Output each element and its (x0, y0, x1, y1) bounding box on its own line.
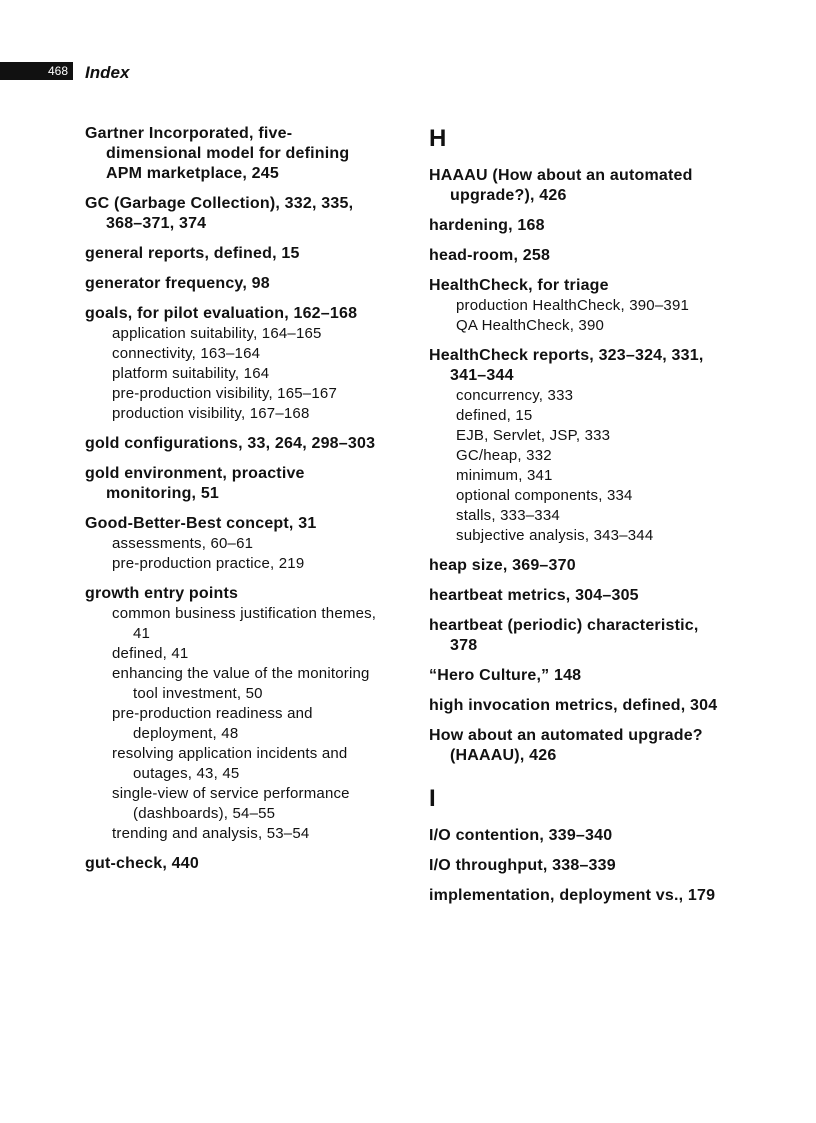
index-entry (429, 586, 729, 606)
section-heading-h: H (429, 125, 447, 152)
index-subentry: trending and analysis, 53–54 (112, 825, 310, 842)
index-main-term: gut-check, 440 (85, 855, 199, 872)
index-main-term: How about an automated upgrade? (HAAAU), 426 (429, 727, 703, 764)
index-subentry: pre-production practice, 219 (112, 555, 305, 572)
index-subentry: production HealthCheck, 390–391 (456, 297, 690, 314)
index-subentry: optional components, 334 (456, 487, 633, 504)
section-i-entries (429, 826, 729, 906)
index-entry (429, 246, 729, 266)
index-main-term: Good-Better-Best concept, 31 (85, 515, 317, 532)
index-main-term: generator frequency, 98 (85, 275, 270, 292)
index-main-term: goals, for pilot evaluation, 162–168 (85, 305, 358, 322)
index-main-term: gold configurations, 33, 264, 298–303 (85, 435, 376, 452)
index-entry (429, 696, 729, 716)
index-entry (85, 464, 385, 504)
running-head: Index (85, 63, 130, 82)
index-subentry: application suitability, 164–165 (112, 325, 322, 342)
index-entry (429, 886, 729, 906)
index-subentry: platform suitability, 164 (112, 365, 270, 382)
index-entry (429, 726, 729, 766)
index-entry (429, 666, 729, 686)
index-entry (429, 856, 729, 876)
index-main-term: “Hero Culture,” 148 (429, 667, 582, 684)
section-h-entries (429, 166, 729, 766)
index-subentry: defined, 15 (456, 407, 533, 424)
index-entry (85, 304, 385, 424)
index-entry (429, 826, 729, 846)
left-column (85, 124, 385, 884)
index-subentry: pre-production visibility, 165–167 (112, 385, 337, 402)
index-entry (85, 584, 385, 844)
index-main-term: implementation, deployment vs., 179 (429, 887, 716, 904)
index-entry (85, 274, 385, 294)
right-column (429, 124, 729, 916)
index-entry (429, 556, 729, 576)
index-subentry: common business justification themes, 41 (112, 605, 377, 642)
index-subentry: minimum, 341 (456, 467, 553, 484)
index-entry (85, 854, 385, 874)
index-subentry: stalls, 333–334 (456, 507, 560, 524)
index-subentry: concurrency, 333 (456, 387, 574, 404)
index-main-term: HealthCheck reports, 323–324, 331, 341–344 (429, 347, 704, 384)
index-entry (429, 216, 729, 236)
index-subentry: QA HealthCheck, 390 (456, 317, 605, 334)
page-number: 468 (0, 62, 73, 80)
index-main-term: heap size, 369–370 (429, 557, 576, 574)
index-main-term: GC (Garbage Collection), 332, 335, 368–371, 374 (85, 195, 354, 232)
index-subentry: resolving application incidents and outages, 43, 45 (112, 745, 348, 782)
index-main-term: general reports, defined, 15 (85, 245, 300, 262)
index-subentry: single-view of service performance (dashboards), 54–55 (112, 785, 350, 822)
index-entry (85, 124, 385, 184)
index-subentry: EJB, Servlet, JSP, 333 (456, 427, 611, 444)
index-entry (429, 346, 729, 546)
index-main-term: growth entry points (85, 585, 239, 602)
index-subentry: GC/heap, 332 (456, 447, 552, 464)
index-subentry: connectivity, 163–164 (112, 345, 261, 362)
index-entry (85, 514, 385, 574)
index-main-term: HealthCheck, for triage (429, 277, 609, 294)
index-main-term: heartbeat (periodic) characteristic, 378 (429, 617, 699, 654)
index-subentry: pre-production readiness and deployment, 48 (112, 705, 313, 742)
index-entry (85, 244, 385, 264)
index-main-term: head-room, 258 (429, 247, 551, 264)
index-main-term: Gartner Incorporated, five-dimensional model for defining APM marketplace, 245 (85, 125, 350, 182)
index-main-term: heartbeat metrics, 304–305 (429, 587, 639, 604)
index-subentry: subjective analysis, 343–344 (456, 527, 654, 544)
index-main-term: HAAAU (How about an automated upgrade?), 426 (429, 167, 693, 204)
index-subentry: assessments, 60–61 (112, 535, 254, 552)
index-subentry: enhancing the value of the monitoring tool investment, 50 (112, 665, 370, 702)
index-main-term: gold environment, proactive monitoring, 51 (85, 465, 305, 502)
index-main-term: hardening, 168 (429, 217, 545, 234)
index-main-term: I/O throughput, 338–339 (429, 857, 616, 874)
index-entry (429, 616, 729, 656)
index-entry (429, 166, 729, 206)
index-entry (429, 276, 729, 336)
index-subentry: defined, 41 (112, 645, 189, 662)
index-entry (85, 434, 385, 454)
index-entry (85, 194, 385, 234)
section-heading-i: I (429, 785, 436, 812)
index-main-term: high invocation metrics, defined, 304 (429, 697, 718, 714)
index-subentry: production visibility, 167–168 (112, 405, 310, 422)
index-main-term: I/O contention, 339–340 (429, 827, 613, 844)
